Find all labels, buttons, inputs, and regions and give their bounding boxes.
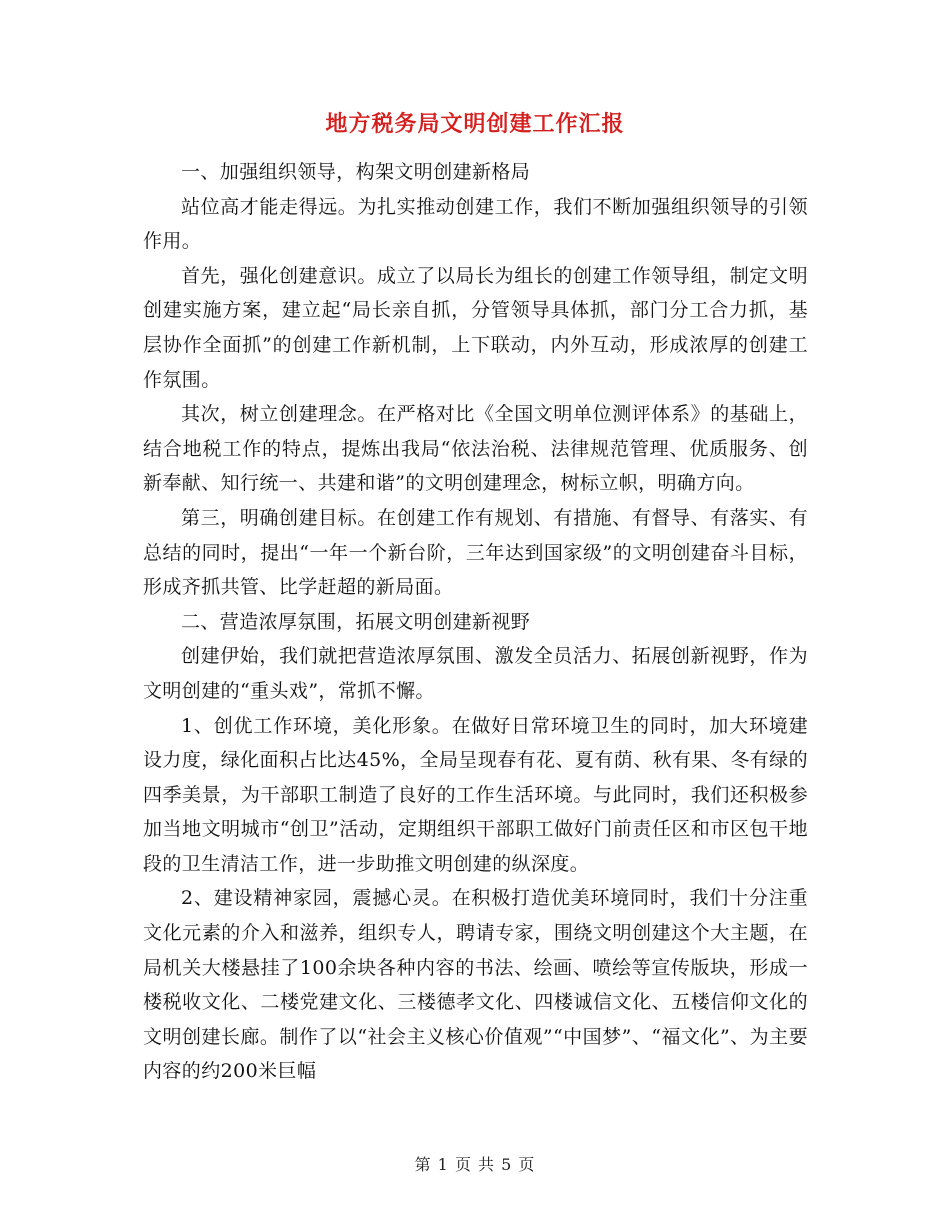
paragraph-third: 第三，明确创建目标。在创建工作有规划、有措施、有督导、有落实、有总结的同时，提出“一年一个新台阶，三年达到国家级”的文明创建奋斗目标，形成齐抓共管、比学赶超的新局面。 bbox=[143, 506, 808, 599]
page-footer: 第 1 页 共 5 页 bbox=[414, 1155, 536, 1174]
document-body bbox=[143, 155, 808, 1089]
section-heading-1: 一、加强组织领导，构架文明创建新格局 bbox=[181, 161, 531, 183]
section-heading-2: 二、营造浓厚氛围，拓展文明创建新视野 bbox=[181, 610, 531, 633]
paragraph-section-2-intro: 创建伊始，我们就把营造浓厚氛围、激发全员活力、拓展创新视野，作为文明创建的“重头戏”，常抓不懈。 bbox=[143, 645, 808, 702]
paragraph-item-2: 2、建设精神家园，震撼心灵。在积极打造优美环境同时，我们十分注重文化元素的介入和滋养，组织专人，聘请专家，围绕文明创建这个大主题，在局机关大楼悬挂了100余块各种内容的书法、绘画、喷绘等宣传版块，形成一楼税收文化、二楼党建文化、三楼德孝文化、四楼诚信文化、五楼信仰文化的文明创建长廊。制作了以“社会主义核心价值观”“中国梦”、“福文化”、为主要内容的约200米巨幅 bbox=[143, 887, 808, 1083]
paragraph-item-1: 1、创优工作环境，美化形象。在做好日常环境卫生的同时，加大环境建设力度，绿化面积占比达45%，全局呈现春有花、夏有荫、秋有果、冬有绿的四季美景，为干部职工制造了良好的工作生活环境。与此同时，我们还积极参加当地文明城市“创卫”活动，定期组织干部职工做好门前责任区和市区包干地段的卫生清洁工作，进一步助推文明创建的纵深度。 bbox=[143, 714, 808, 875]
paragraph-second: 其次，树立创建理念。在严格对比《全国文明单位测评体系》的基础上，结合地税工作的特点，提炼出我局“依法治税、法律规范管理、优质服务、创新奉献、知行统一、共建和谐”的文明创建理念，树标立帜，明确方向。 bbox=[143, 403, 808, 495]
paragraph-intro: 站位高才能走得远。为扎实推动创建工作，我们不断加强组织领导的引领作用。 bbox=[143, 195, 808, 253]
document-title: 地方税务局文明创建工作汇报 bbox=[325, 112, 625, 137]
paragraph-first: 首先，强化创建意识。成立了以局长为组长的创建工作领导组，制定文明创建实施方案，建立起“局长亲自抓，分管领导具体抓，部门分工合力抓，基层协作全面抓”的创建工作新机制，上下联动，内外互动，形成浓厚的创建工作氛围。 bbox=[143, 264, 808, 391]
